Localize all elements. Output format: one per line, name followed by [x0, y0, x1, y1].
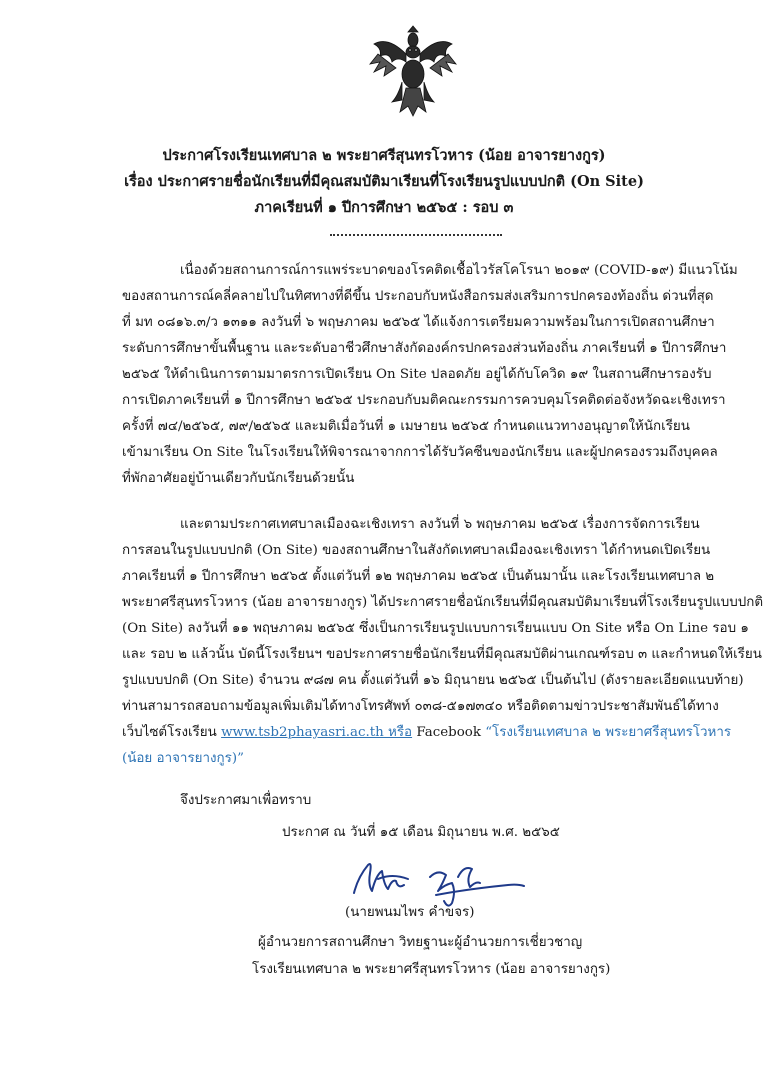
announcement-heading [100, 143, 668, 221]
heading-line-2: เรื่อง ประกาศรายชื่อนักเรียนที่มีคุณสมบัติมาเรียนที่โรงเรียนรูปแบบปกติ (On Site) [124, 173, 644, 190]
paragraph-line: ท่านสามารถสอบถามข้อมูลเพิ่มเติมได้ทางโทรศัพท์ ๐๓๘-๕๑๗๓๔๐ หรือติดตามข่าวประชาสัมพันธ์ได้ทาง [122, 699, 719, 714]
paragraph-line: ที่ มท ๐๘๑๖.๓/ว ๑๓๑๑ ลงวันที่ ๖ พฤษภาคม ๒๕๖๕ ได้แจ้งการเตรียมความพร้อมในการเปิดสถานศึกษา [122, 315, 715, 330]
paragraph-line: พระยาศรีสุนทรโวหาร (น้อย อาจารยางกูร) ได้ประกาศรายชื่อนักเรียนที่มีคุณสมบัติมาเรียนที่โรงเรียนรูปแบบปกติ [122, 595, 764, 610]
paragraph-1 [122, 258, 738, 492]
paragraph-2 [122, 512, 764, 772]
closing-text: จึงประกาศมาเพื่อทราบ [180, 793, 312, 808]
paragraph-line: รูปแบบปกติ (On Site) จำนวน ๙๘๗ คน ตั้งแต่วันที่ ๑๖ มิถุนายน ๒๕๖๕ เป็นต้นไป (ดังรายละเอียดแนบท้าย) [122, 673, 744, 688]
dotted-divider [330, 232, 502, 236]
paragraph-line: ภาคเรียนที่ ๑ ปีการศึกษา ๒๕๖๕ ตั้งแต่วันที่ ๑๒ พฤษภาคม ๒๕๖๕ เป็นต้นมานั้น และโรงเรียนเทศบาล ๒ [122, 569, 715, 584]
paragraph-line: ที่พักอาศัยอยู่บ้านเดียวกับนักเรียนด้วยนั้น [122, 471, 355, 486]
paragraph-line: (On Site) ลงวันที่ ๑๑ พฤษภาคม ๒๕๖๕ ซึ่งเป็นการเรียนรูปแบบการเรียนแบบ On Site หรือ On Line รอบ ๑ [122, 621, 749, 636]
paragraph-line: เนื่องด้วยสถานการณ์การแพร่ระบาดของโรคติดเชื้อไวรัสโคโรนา ๒๐๑๙ (COVID-๑๙) มีแนวโน้ม [180, 263, 738, 278]
website-prefix: เว็บไซต์โรงเรียน [122, 725, 222, 740]
paragraph-line: เข้ามาเรียน On Site ในโรงเรียนให้พิจารณาจากการได้รับวัคซีนของนักเรียน และผู้ปกครองรวมถึงบุคคล [122, 445, 718, 460]
paragraph-line: ของสถานการณ์คลี่คลายไปในทิศทางที่ดีขึ้น ประกอบกับหนังสือกรมส่งเสริมการปกครองท้องถิ่น ด่วนที่สุด [122, 289, 714, 304]
heading-line-3: ภาคเรียนที่ ๑ ปีการศึกษา ๒๕๖๕ : รอบ ๓ [254, 199, 514, 216]
paragraph-line: ๒๕๖๕ ให้ดำเนินการตามมาตรการเปิดเรียน On Site ปลอดภัย อยู่ได้กับโควิด ๑๙ ในสถานศึกษารองรับ [122, 367, 712, 382]
paragraph-line: และตามประกาศเทศบาลเมืองฉะเชิงเทรา ลงวันที่ ๖ พฤษภาคม ๒๕๖๕ เรื่องการจัดการเรียน [180, 517, 700, 532]
signer-position: ผู้อำนวยการสถานศึกษา วิทยฐานะผู้อำนวยการเชี่ยวชาญ [258, 935, 583, 950]
facebook-page-name-line-2[interactable]: (น้อย อาจารยางกูร)” [122, 751, 244, 766]
paragraph-line: การเปิดภาคเรียนที่ ๑ ปีการศึกษา ๒๕๖๕ ประกอบกับมติคณะกรรมการควบคุมโรคติดต่อจังหวัดฉะเชิงเทรา [122, 393, 726, 408]
paragraph-line: ระดับการศึกษาขั้นพื้นฐาน และระดับอาชีวศึกษาสังกัดองค์กรปกครองส่วนท้องถิ่น ภาคเรียนที่ ๑ ปีการศึกษา [122, 341, 727, 356]
contact-line [122, 720, 732, 746]
facebook-page-name[interactable]: “โรงเรียนเทศบาล ๒ พระยาศรีสุนทรโวหาร [485, 725, 732, 740]
facebook-page-name-cont [122, 746, 680, 772]
signer-name: (นายพนมไพร คำขจร) [345, 905, 475, 920]
paragraph-line: และ รอบ ๒ แล้วนั้น บัดนี้โรงเรียนฯ ขอประกาศรายชื่อนักเรียนที่มีคุณสมบัติผ่านเกณฑ์รอบ ๓ และกำหนดให้เรียน [122, 647, 762, 662]
garuda-emblem-icon [368, 26, 458, 118]
facebook-prefix: Facebook [412, 725, 486, 740]
announce-date: ประกาศ ณ วันที่ ๑๕ เดือน มิถุนายน พ.ศ. ๒๕๖๕ [282, 825, 560, 840]
heading-line-1: ประกาศโรงเรียนเทศบาล ๒ พระยาศรีสุนทรโวหาร (น้อย อาจารยางกูร) [162, 147, 606, 164]
website-link[interactable]: www.tsb2phayasri.ac.th หรือ [221, 725, 413, 740]
paragraph-line: การสอนในรูปแบบปกติ (On Site) ของสถานศึกษาในสังกัดเทศบาลเมืองฉะเชิงเทรา ได้กำหนดเปิดเรียน [122, 543, 711, 558]
signer-school: โรงเรียนเทศบาล ๒ พระยาศรีสุนทรโวหาร (น้อย อาจารยางกูร) [252, 962, 611, 977]
paragraph-line: ครั้งที่ ๗๔/๒๕๖๕, ๗๙/๒๕๖๕ และมติเมื่อวันที่ ๑ เมษายน ๒๕๖๕ กำหนดแนวทางอนุญาตให้นักเรียน [122, 419, 690, 434]
